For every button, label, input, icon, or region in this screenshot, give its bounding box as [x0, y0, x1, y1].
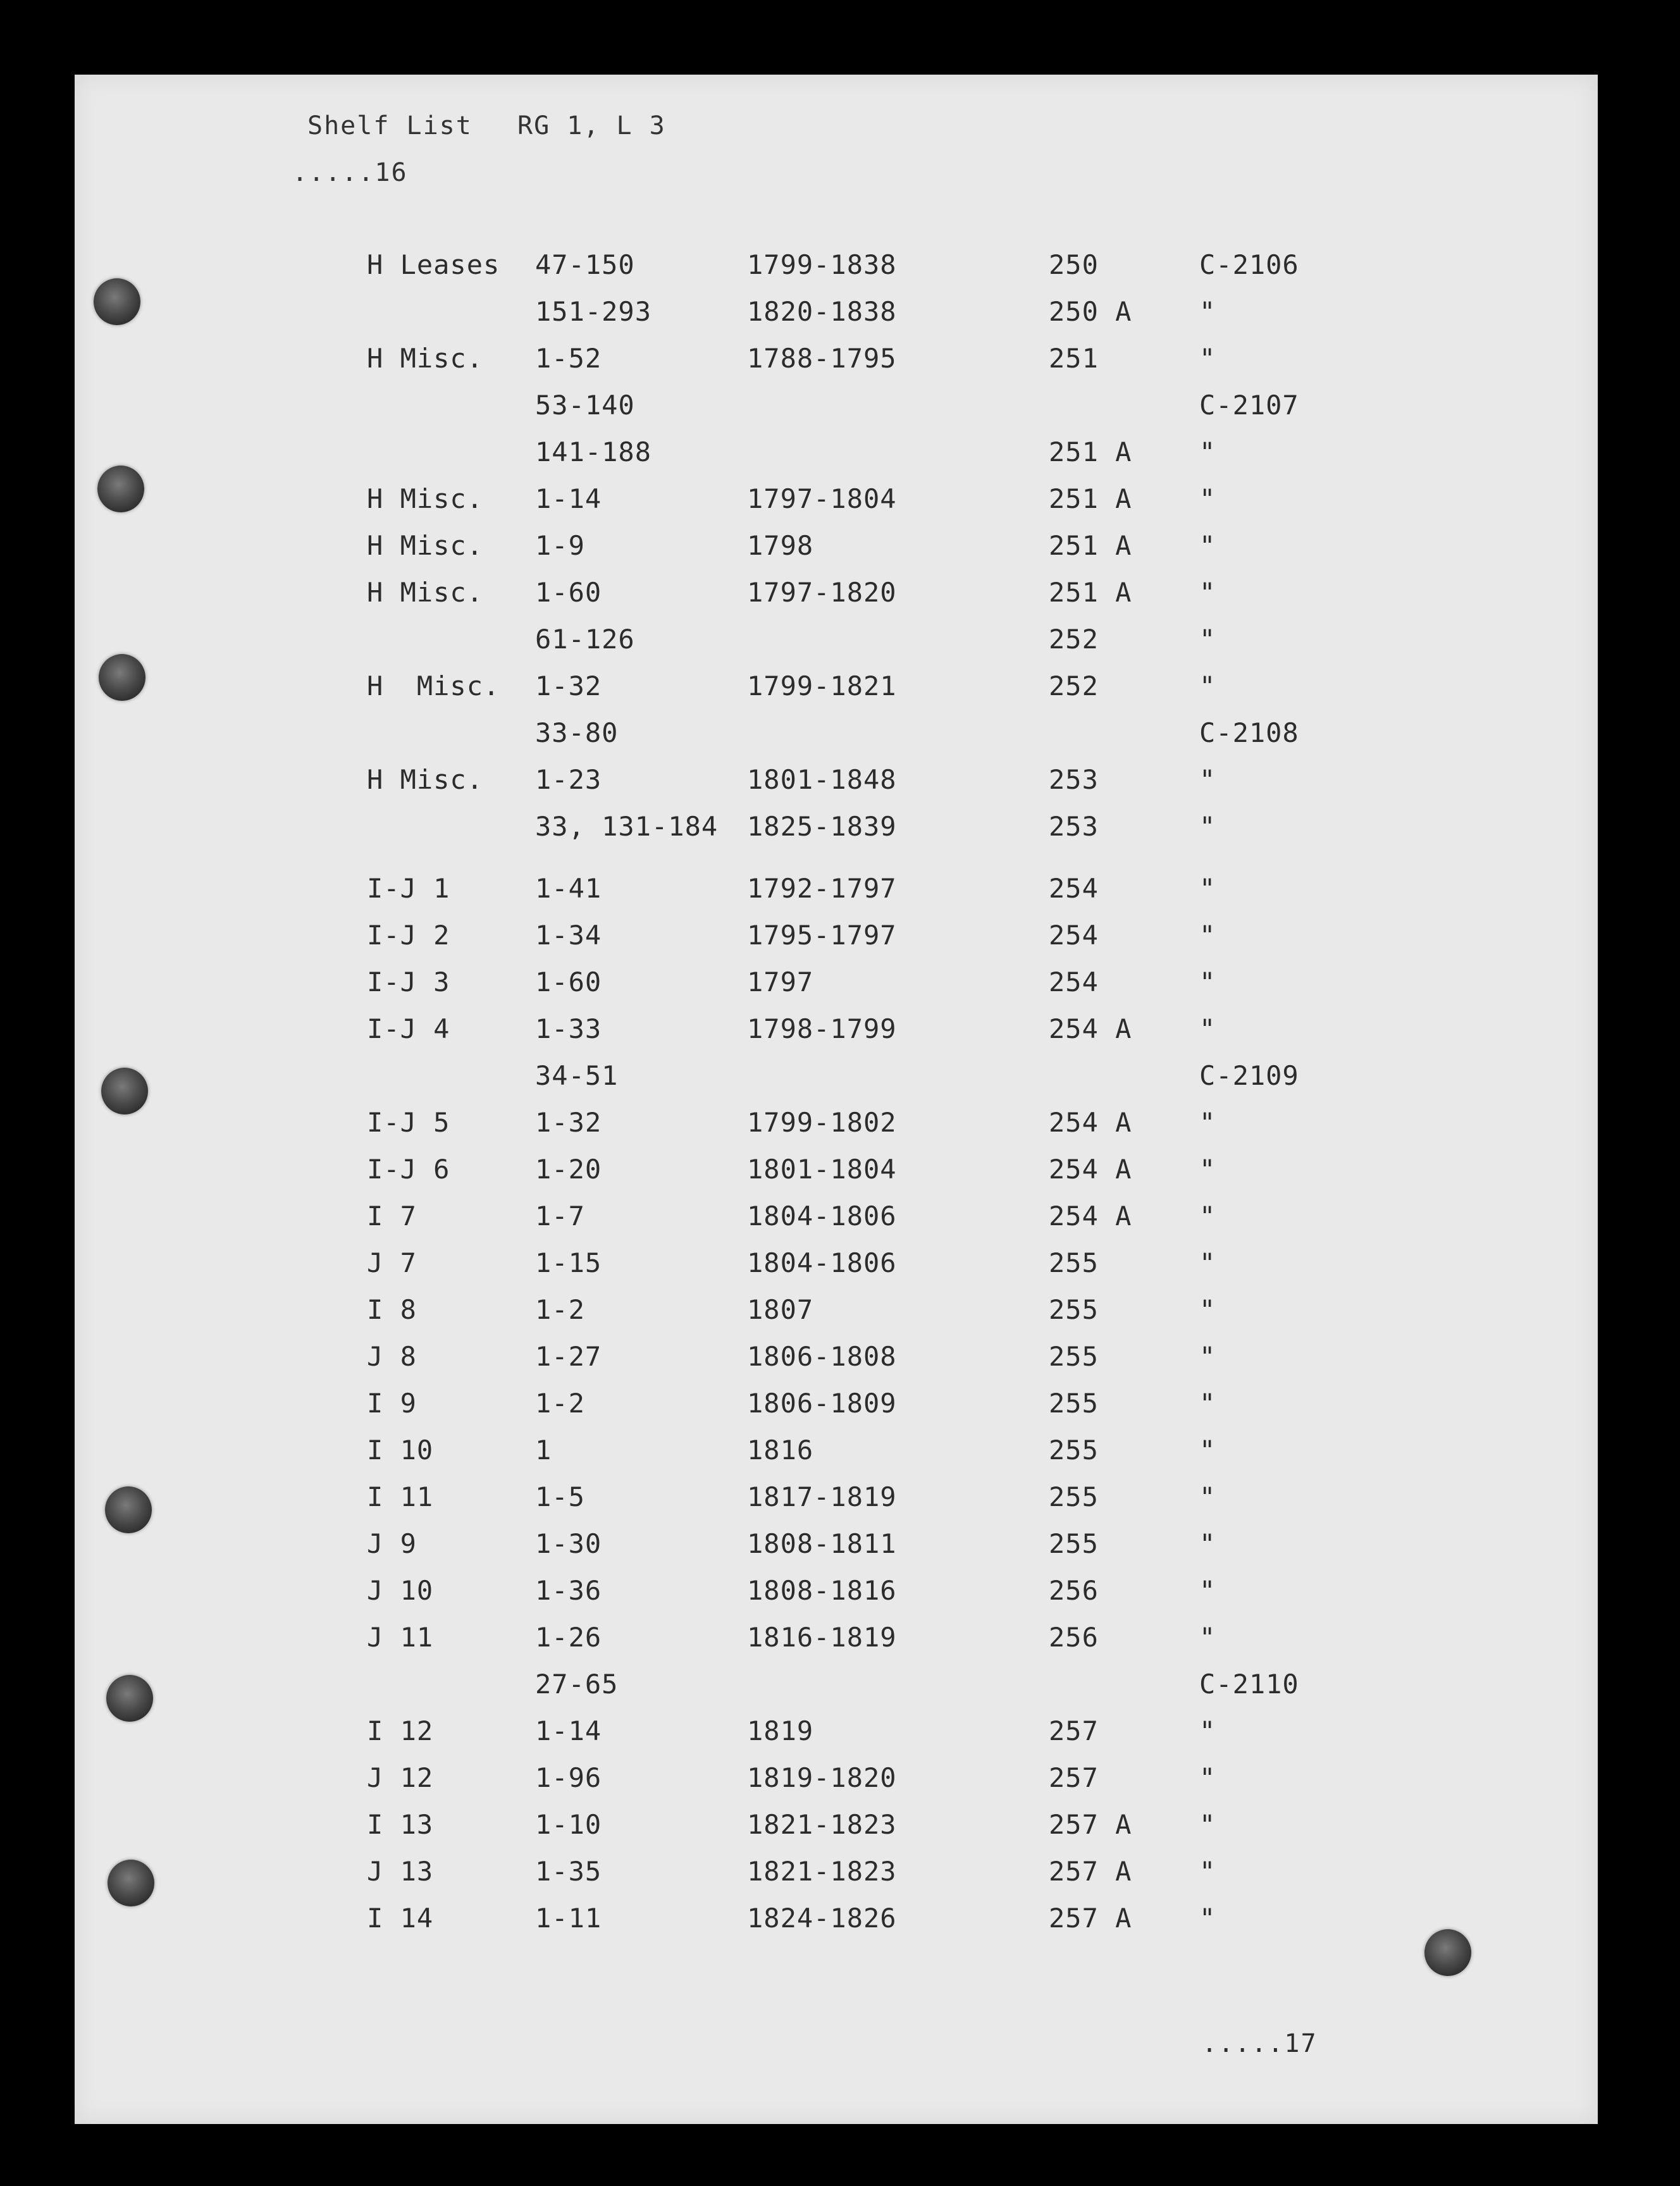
box-number-cell: 256 — [1049, 1575, 1099, 1606]
box-number-cell: 257 A — [1049, 1903, 1132, 1934]
microfilm-reel-cell: " — [1199, 1575, 1216, 1606]
table-row — [75, 1669, 1598, 1715]
box-number-cell: 253 — [1049, 811, 1099, 842]
table-row — [75, 1622, 1598, 1669]
item-range-cell: 1-52 — [535, 343, 602, 374]
date-span-cell: 1799-1802 — [747, 1107, 897, 1138]
date-span-cell: 1819 — [747, 1715, 814, 1746]
date-span-cell: 1817-1819 — [747, 1481, 897, 1512]
series-cell: I 7 — [367, 1201, 417, 1232]
table-row — [75, 920, 1598, 966]
item-range-cell: 1-32 — [535, 670, 602, 701]
box-number-cell: 257 A — [1049, 1856, 1132, 1887]
microfilm-reel-cell: " — [1199, 624, 1216, 655]
date-span-cell: 1798-1799 — [747, 1013, 897, 1044]
item-range-cell: 151-293 — [535, 296, 652, 327]
item-range-cell: 61-126 — [535, 624, 635, 655]
microfilm-reel-cell: " — [1199, 966, 1216, 997]
box-number-cell: 251 A — [1049, 483, 1132, 514]
item-range-cell: 1 — [535, 1435, 552, 1466]
microfilm-reel-cell: " — [1199, 1247, 1216, 1278]
box-number-cell: 255 — [1049, 1481, 1099, 1512]
item-range-cell: 1-36 — [535, 1575, 602, 1606]
box-number-cell: 254 A — [1049, 1201, 1132, 1232]
microfilm-reel-cell: " — [1199, 1856, 1216, 1887]
box-number-cell: 254 A — [1049, 1107, 1132, 1138]
table-row — [75, 530, 1598, 577]
microfilm-reel-cell: " — [1199, 1294, 1216, 1325]
date-span-cell: 1788-1795 — [747, 343, 897, 374]
item-range-cell: 1-5 — [535, 1481, 585, 1512]
series-cell: I 10 — [367, 1435, 434, 1466]
microfilm-reel-cell: " — [1199, 343, 1216, 374]
series-cell: I-J 3 — [367, 966, 450, 997]
box-number-cell: 252 — [1049, 624, 1099, 655]
series-cell: J 9 — [367, 1528, 417, 1559]
series-cell: H Leases — [367, 249, 500, 280]
box-number-cell: 251 — [1049, 343, 1099, 374]
box-number-cell: 254 A — [1049, 1154, 1132, 1185]
box-number-cell: 257 — [1049, 1762, 1099, 1793]
table-row — [75, 1856, 1598, 1903]
date-span-cell: 1806-1808 — [747, 1341, 897, 1372]
microfilm-reel-cell: " — [1199, 1715, 1216, 1746]
item-range-cell: 1-14 — [535, 1715, 602, 1746]
box-number-cell: 254 — [1049, 873, 1099, 904]
microfilm-reel-cell: C-2106 — [1199, 249, 1299, 280]
series-cell: I-J 4 — [367, 1013, 450, 1044]
series-cell: H Misc. — [367, 670, 500, 701]
table-row — [75, 1481, 1598, 1528]
box-number-cell: 254 — [1049, 920, 1099, 951]
table-row — [75, 1247, 1598, 1294]
table-row — [75, 1013, 1598, 1060]
date-span-cell: 1799-1838 — [747, 249, 897, 280]
series-cell: I-J 2 — [367, 920, 450, 951]
item-range-cell: 1-14 — [535, 483, 602, 514]
date-span-cell: 1798 — [747, 530, 814, 561]
item-range-cell: 1-32 — [535, 1107, 602, 1138]
microfilm-reel-cell: " — [1199, 811, 1216, 842]
item-range-cell: 34-51 — [535, 1060, 619, 1091]
table-row — [75, 483, 1598, 530]
item-range-cell: 47-150 — [535, 249, 635, 280]
microfilm-reel-cell: " — [1199, 1435, 1216, 1466]
microfilm-reel-cell: C-2109 — [1199, 1060, 1299, 1091]
page-continuation-to: .....17 — [1202, 2029, 1318, 2058]
date-span-cell: 1797-1804 — [747, 483, 897, 514]
microfilm-reel-cell: " — [1199, 1622, 1216, 1653]
box-number-cell: 255 — [1049, 1435, 1099, 1466]
microfilm-reel-cell: " — [1199, 1481, 1216, 1512]
date-span-cell: 1816 — [747, 1435, 814, 1466]
box-number-cell: 257 — [1049, 1715, 1099, 1746]
item-range-cell: 1-2 — [535, 1294, 585, 1325]
item-range-cell: 33, 131-184 — [535, 811, 719, 842]
series-cell: J 12 — [367, 1762, 434, 1793]
box-number-cell: 257 A — [1049, 1809, 1132, 1840]
date-span-cell: 1816-1819 — [747, 1622, 897, 1653]
table-row — [75, 1388, 1598, 1435]
series-cell: I 13 — [367, 1809, 434, 1840]
microfilm-reel-cell: " — [1199, 670, 1216, 701]
microfilm-reel-cell: " — [1199, 764, 1216, 795]
table-row — [75, 296, 1598, 343]
microfilm-reel-cell: " — [1199, 577, 1216, 608]
microfilm-reel-cell: " — [1199, 1809, 1216, 1840]
microfilm-reel-cell: " — [1199, 1201, 1216, 1232]
item-range-cell: 53-140 — [535, 390, 635, 421]
table-row — [75, 1060, 1598, 1107]
date-span-cell: 1804-1806 — [747, 1201, 897, 1232]
date-span-cell: 1804-1806 — [747, 1247, 897, 1278]
table-row — [75, 1762, 1598, 1809]
microfilm-reel-cell: C-2107 — [1199, 390, 1299, 421]
date-span-cell: 1808-1811 — [747, 1528, 897, 1559]
date-span-cell: 1808-1816 — [747, 1575, 897, 1606]
record-group-reference: RG 1, L 3 — [517, 111, 666, 140]
item-range-cell: 1-2 — [535, 1388, 585, 1419]
date-span-cell: 1801-1804 — [747, 1154, 897, 1185]
microfilm-reel-cell: " — [1199, 1013, 1216, 1044]
date-span-cell: 1824-1826 — [747, 1903, 897, 1934]
series-cell: J 11 — [367, 1622, 434, 1653]
series-cell: I-J 1 — [367, 873, 450, 904]
date-span-cell: 1806-1809 — [747, 1388, 897, 1419]
table-row — [75, 1154, 1598, 1201]
date-span-cell: 1821-1823 — [747, 1856, 897, 1887]
item-range-cell: 1-27 — [535, 1341, 602, 1372]
series-cell: H Misc. — [367, 577, 484, 608]
box-number-cell: 252 — [1049, 670, 1099, 701]
series-cell: I 11 — [367, 1481, 434, 1512]
table-row — [75, 1341, 1598, 1388]
table-row — [75, 1435, 1598, 1481]
date-span-cell: 1795-1797 — [747, 920, 897, 951]
microfilm-reel-cell: C-2110 — [1199, 1669, 1299, 1700]
table-row — [75, 390, 1598, 436]
microfilm-reel-cell: " — [1199, 1528, 1216, 1559]
series-cell: I 8 — [367, 1294, 417, 1325]
series-cell: J 10 — [367, 1575, 434, 1606]
table-row — [75, 1715, 1598, 1762]
table-row — [75, 624, 1598, 670]
microfilm-reel-cell: " — [1199, 1107, 1216, 1138]
date-span-cell: 1807 — [747, 1294, 814, 1325]
microfilm-reel-cell: " — [1199, 1154, 1216, 1185]
item-range-cell: 1-10 — [535, 1809, 602, 1840]
series-cell: J 13 — [367, 1856, 434, 1887]
date-span-cell: 1820-1838 — [747, 296, 897, 327]
microfilm-reel-cell: " — [1199, 873, 1216, 904]
date-span-cell: 1797-1820 — [747, 577, 897, 608]
table-row — [75, 343, 1598, 390]
table-row — [75, 717, 1598, 764]
date-span-cell: 1792-1797 — [747, 873, 897, 904]
box-number-cell: 255 — [1049, 1247, 1099, 1278]
table-row — [75, 811, 1598, 858]
page-continuation-from: .....16 — [292, 158, 408, 187]
microfilm-reel-cell: " — [1199, 1388, 1216, 1419]
shelf-list-title: Shelf List — [307, 111, 472, 140]
table-row — [75, 249, 1598, 296]
table-row — [75, 966, 1598, 1013]
item-range-cell: 1-9 — [535, 530, 585, 561]
series-cell: I-J 5 — [367, 1107, 450, 1138]
microfilm-reel-cell: C-2108 — [1199, 717, 1299, 748]
box-number-cell: 254 A — [1049, 1013, 1132, 1044]
table-row — [75, 436, 1598, 483]
item-range-cell: 1-60 — [535, 577, 602, 608]
microfilm-reel-cell: " — [1199, 436, 1216, 467]
series-cell: H Misc. — [367, 530, 484, 561]
date-span-cell: 1797 — [747, 966, 814, 997]
box-number-cell: 250 A — [1049, 296, 1132, 327]
item-range-cell: 1-26 — [535, 1622, 602, 1653]
box-number-cell: 251 A — [1049, 530, 1132, 561]
microfilm-reel-cell: " — [1199, 483, 1216, 514]
item-range-cell: 1-96 — [535, 1762, 602, 1793]
microfilm-reel-cell: " — [1199, 296, 1216, 327]
box-number-cell: 255 — [1049, 1294, 1099, 1325]
item-range-cell: 27-65 — [535, 1669, 619, 1700]
item-range-cell: 1-41 — [535, 873, 602, 904]
table-row — [75, 1528, 1598, 1575]
box-number-cell: 254 — [1049, 966, 1099, 997]
date-span-cell: 1819-1820 — [747, 1762, 897, 1793]
series-cell: J 7 — [367, 1247, 417, 1278]
series-cell: H Misc. — [367, 343, 484, 374]
table-row — [75, 1294, 1598, 1341]
table-row — [75, 670, 1598, 717]
table-row — [75, 1201, 1598, 1247]
table-row — [75, 1809, 1598, 1856]
item-range-cell: 1-30 — [535, 1528, 602, 1559]
item-range-cell: 1-20 — [535, 1154, 602, 1185]
box-number-cell: 255 — [1049, 1528, 1099, 1559]
series-cell: I 9 — [367, 1388, 417, 1419]
item-range-cell: 33-80 — [535, 717, 619, 748]
box-number-cell: 256 — [1049, 1622, 1099, 1653]
document-page — [75, 75, 1598, 2124]
date-span-cell: 1821-1823 — [747, 1809, 897, 1840]
box-number-cell: 251 A — [1049, 436, 1132, 467]
table-row — [75, 1903, 1598, 1949]
item-range-cell: 1-35 — [535, 1856, 602, 1887]
item-range-cell: 1-60 — [535, 966, 602, 997]
item-range-cell: 1-7 — [535, 1201, 585, 1232]
series-cell: H Misc. — [367, 483, 484, 514]
microfilm-reel-cell: " — [1199, 920, 1216, 951]
microfilm-reel-cell: " — [1199, 1762, 1216, 1793]
date-span-cell: 1801-1848 — [747, 764, 897, 795]
item-range-cell: 1-11 — [535, 1903, 602, 1934]
item-range-cell: 1-34 — [535, 920, 602, 951]
box-number-cell: 251 A — [1049, 577, 1132, 608]
date-span-cell: 1825-1839 — [747, 811, 897, 842]
series-cell: H Misc. — [367, 764, 484, 795]
table-row — [75, 873, 1598, 920]
box-number-cell: 255 — [1049, 1341, 1099, 1372]
box-number-cell: 253 — [1049, 764, 1099, 795]
item-range-cell: 1-15 — [535, 1247, 602, 1278]
series-cell: J 8 — [367, 1341, 417, 1372]
series-cell: I 14 — [367, 1903, 434, 1934]
table-row — [75, 577, 1598, 624]
series-cell: I-J 6 — [367, 1154, 450, 1185]
table-row — [75, 1575, 1598, 1622]
item-range-cell: 1-23 — [535, 764, 602, 795]
microfilm-reel-cell: " — [1199, 1903, 1216, 1934]
box-number-cell: 255 — [1049, 1388, 1099, 1419]
series-cell: I 12 — [367, 1715, 434, 1746]
microfilm-reel-cell: " — [1199, 1341, 1216, 1372]
table-row — [75, 764, 1598, 811]
item-range-cell: 141-188 — [535, 436, 652, 467]
microfilm-reel-cell: " — [1199, 530, 1216, 561]
date-span-cell: 1799-1821 — [747, 670, 897, 701]
item-range-cell: 1-33 — [535, 1013, 602, 1044]
table-row — [75, 1107, 1598, 1154]
box-number-cell: 250 — [1049, 249, 1099, 280]
